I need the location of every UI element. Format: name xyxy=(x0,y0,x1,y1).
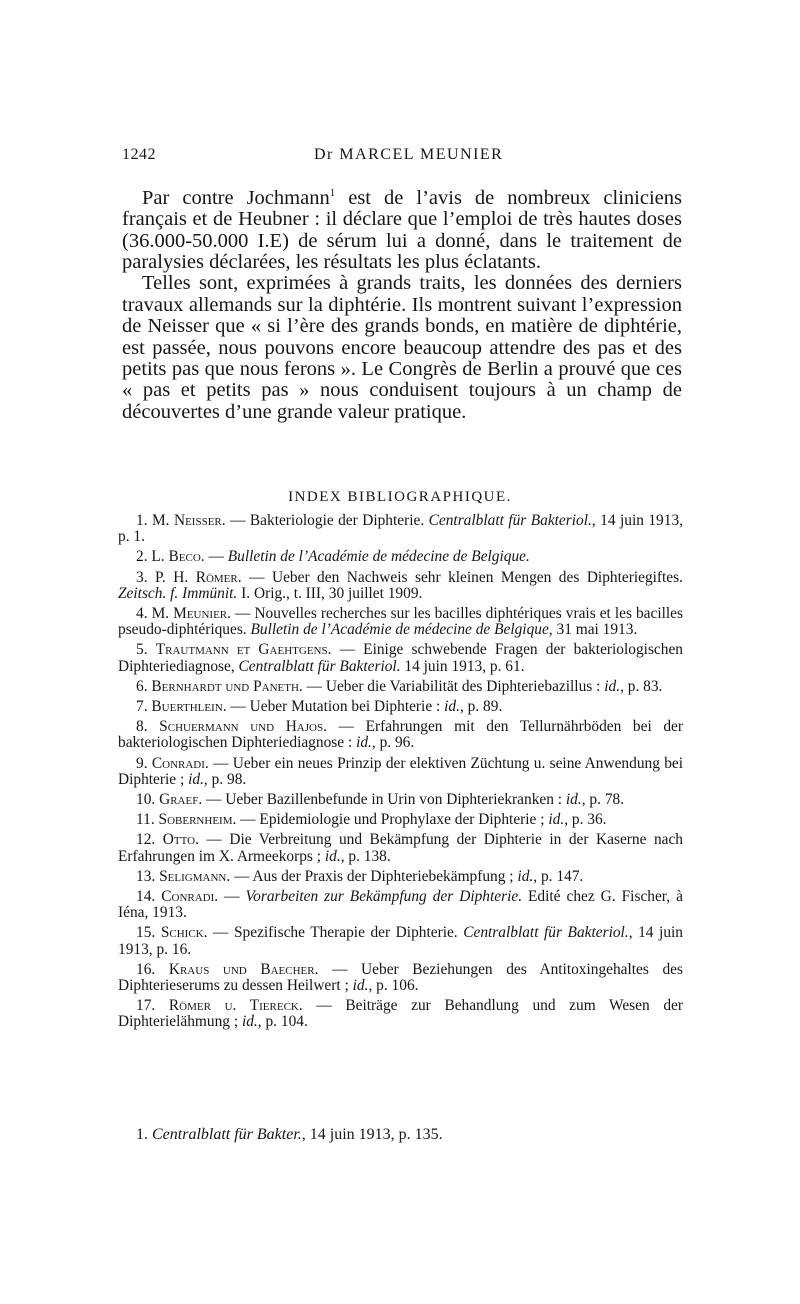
reference-author: Römer u. Tiereck. xyxy=(168,997,303,1015)
reference-item xyxy=(118,925,683,957)
footnote-details: , 14 juin 1913, p. 135. xyxy=(301,1126,443,1143)
reference-title: — Erfahrungen mit den Tellurnährböden bei der bakteriologischen Diphteriediagnose : xyxy=(118,718,683,752)
reference-number: 13. xyxy=(136,867,156,885)
reference-author: Schick. xyxy=(160,924,208,942)
reference-number: 10. xyxy=(136,791,156,809)
footnote-journal: Centralblatt für Bakter. xyxy=(152,1126,302,1143)
reference-number: 2. xyxy=(136,548,148,566)
reference-number: 12. xyxy=(136,831,156,849)
reference-number: 4. xyxy=(136,605,148,623)
reference-item xyxy=(118,756,683,788)
reference-journal: Centralblatt für Bakteriol. xyxy=(463,924,629,942)
reference-item xyxy=(118,642,683,674)
paragraph-1 xyxy=(122,183,682,273)
reference-list xyxy=(118,513,683,1035)
reference-item xyxy=(118,606,683,638)
reference-item xyxy=(118,832,683,864)
reference-details: , p. 36. xyxy=(564,811,607,829)
footnote-number: 1. xyxy=(136,1126,148,1143)
reference-details: I. Orig., t. III, 30 juillet 1909. xyxy=(237,584,423,602)
reference-author: Otto. xyxy=(162,831,199,849)
reference-title: — Einige schwebende Fragen der bakteriologischen Diphteriediagnose, xyxy=(118,641,683,675)
reference-journal: id. xyxy=(565,791,582,809)
reference-details: , p. 106. xyxy=(368,977,419,995)
reference-details: , p. 83. xyxy=(620,677,663,695)
reference-details: , p. 89. xyxy=(459,698,503,716)
running-head: Dr MARCEL MEUNIER xyxy=(314,146,504,163)
reference-number: 14. xyxy=(136,888,156,906)
reference-number: 9. xyxy=(136,754,148,772)
reference-item xyxy=(118,962,683,994)
reference-details: , p. 104. xyxy=(257,1013,308,1031)
paragraph-2: Telles sont, exprimées à grands traits, les données des derniers travaux allemands sur la diphtérie. Ils montrent suivant l’expression de Neisser que « si l’ère des grands bonds, en matière de diphtérie, est passée, nous pouvons encore beaucoup attendre des pas et des petits pas que nous ferons ». Le Congrès de Berlin a prouvé que ces « pas et petits pas » nous conduisent toujours à un champ de découvertes d’une grande valeur pratique. xyxy=(122,272,682,423)
body-text xyxy=(122,183,682,423)
reference-number: 5. xyxy=(136,641,148,659)
reference-title: — Spezifische Therapie der Diphterie. xyxy=(207,924,464,942)
reference-author: Bernhardt und Paneth. xyxy=(151,677,303,695)
reference-item xyxy=(118,889,683,921)
reference-author: Kraus und Baecher. xyxy=(168,960,319,978)
reference-journal: id. xyxy=(604,677,621,695)
paragraph-1-text: Par contre Jochmann xyxy=(142,186,330,209)
reference-journal: id. xyxy=(188,770,204,788)
reference-journal: Zeitsch. f. Immünit. xyxy=(118,584,238,602)
reference-details: Edité chez G. Fischer, à Iéna, 1913. xyxy=(118,888,683,922)
reference-number: 15. xyxy=(136,924,156,942)
reference-details: , p. 147. xyxy=(533,867,584,885)
reference-title: — xyxy=(218,888,246,906)
reference-title: — Epidemiologie und Prophylaxe der Diphterie ; xyxy=(236,811,549,829)
reference-item xyxy=(118,570,683,602)
reference-item xyxy=(118,699,683,715)
reference-journal: id. xyxy=(444,698,460,716)
page-header xyxy=(122,146,682,170)
footnote-marker: 1 xyxy=(329,187,336,199)
reference-journal: id. xyxy=(548,811,565,829)
reference-title: — Ueber Bazillenbefunde in Urin von Diphteriekranken : xyxy=(202,791,566,809)
reference-title: — Beiträge zur Behandlung und zum Wesen der Diphterielähmung ; xyxy=(118,997,683,1031)
reference-item xyxy=(118,869,683,885)
reference-author: Conradi. xyxy=(151,754,209,772)
reference-number: 16. xyxy=(136,960,156,978)
reference-details: , p. 98. xyxy=(203,770,247,788)
paragraph-1-text-cont: est de l’avis de nombreux cliniciens français et de Heubner : il déclare que l’emploi de très hautes doses (36.000-50.000 I.E) de sérum lui a donné, dans le traitement de paralysies déclarées, les résultats les plus éclatants. xyxy=(122,186,682,274)
reference-item xyxy=(118,549,683,565)
reference-title: — Aus der Praxis der Diphteriebekämpfung ; xyxy=(230,867,518,885)
reference-title: — xyxy=(204,548,228,566)
reference-item xyxy=(118,679,683,695)
reference-title: — Ueber den Nachweis sehr kleinen Mengen des Diphteriegiftes. xyxy=(241,568,683,586)
reference-author: L. Beco. xyxy=(151,548,205,566)
reference-title: — Ueber die Variabilität des Diphteriebazillus : xyxy=(302,677,605,695)
reference-number: 11. xyxy=(136,811,155,829)
reference-details: , p. 78. xyxy=(581,791,625,809)
reference-number: 6. xyxy=(136,677,148,695)
reference-number: 17. xyxy=(136,997,156,1015)
reference-author: M. Meunier. xyxy=(151,605,231,623)
reference-author: Seligmann. xyxy=(159,867,231,885)
reference-details: , 14 juin 1913, p. 16. xyxy=(118,924,683,958)
reference-details: , 31 mai 1913. xyxy=(548,621,638,639)
reference-number: 3. xyxy=(136,568,148,586)
reference-author: Buerthlein. xyxy=(151,698,227,716)
reference-journal: Bulletin de l’Académie de médecine de Belgique xyxy=(250,621,549,639)
page-number: 1242 xyxy=(122,146,156,163)
reference-title: — Die Verbreitung und Bekämpfung der Diphterie in der Kaserne nach Erfahrungen im X. Armeekorps ; xyxy=(118,831,683,865)
reference-journal: id. xyxy=(352,977,369,995)
reference-author: Graef. xyxy=(159,791,203,809)
reference-author: Trautmann et Gaehtgens. xyxy=(155,641,332,659)
reference-author: P. H. Römer. xyxy=(155,568,242,586)
reference-title: — Nouvelles recherches sur les bacilles diphtériques vrais et les bacilles pseudo-diphtériques. xyxy=(118,605,683,639)
reference-title: — Bakteriologie der Diphterie. xyxy=(225,512,429,529)
reference-details: 14 juin 1913, p. 61. xyxy=(400,657,525,675)
reference-item xyxy=(118,998,683,1030)
reference-details: , p. 138. xyxy=(340,847,391,865)
reference-item xyxy=(118,513,683,545)
reference-title: — Ueber Mutation bei Diphterie : xyxy=(226,698,445,716)
reference-journal: Centralblatt für Bakteriol. xyxy=(238,657,401,675)
reference-author: Conradi. xyxy=(161,888,219,906)
reference-item xyxy=(118,792,683,808)
reference-title: — Ueber ein neues Prinzip der elektiven Züchtung u. seine Anwendung bei Diphterie ; xyxy=(118,754,684,788)
reference-details: , p. 96. xyxy=(371,734,415,752)
reference-journal: id. xyxy=(241,1013,258,1031)
footnote xyxy=(118,1126,683,1144)
reference-number: 7. xyxy=(136,698,148,716)
reference-number: 8. xyxy=(136,718,148,736)
reference-journal: Bulletin de l’Académie de médecine de Belgique. xyxy=(227,548,530,566)
reference-number: 1. xyxy=(136,512,148,529)
reference-journal: id. xyxy=(324,847,341,865)
reference-author: M. Neisser. xyxy=(152,512,226,529)
reference-author: Sobernheim. xyxy=(158,811,237,829)
reference-title: — Ueber Beziehungen des Antitoxingehaltes des Diphterieserums zu dessen Heilwert ; xyxy=(118,960,683,995)
reference-details: , 14 juin 1913, p. 1. xyxy=(118,512,683,546)
reference-journal: id. xyxy=(356,734,372,752)
reference-item xyxy=(118,812,683,828)
reference-author: Schuermann und Hajos. xyxy=(159,718,327,736)
reference-journal: Vorarbeiten zur Bekämpfung der Diphterie. xyxy=(245,888,523,906)
reference-journal: id. xyxy=(517,867,534,885)
reference-journal: Centralblatt für Bakteriol. xyxy=(428,512,592,529)
index-title: INDEX BIBLIOGRAPHIQUE. xyxy=(288,489,512,505)
reference-item xyxy=(118,719,683,751)
